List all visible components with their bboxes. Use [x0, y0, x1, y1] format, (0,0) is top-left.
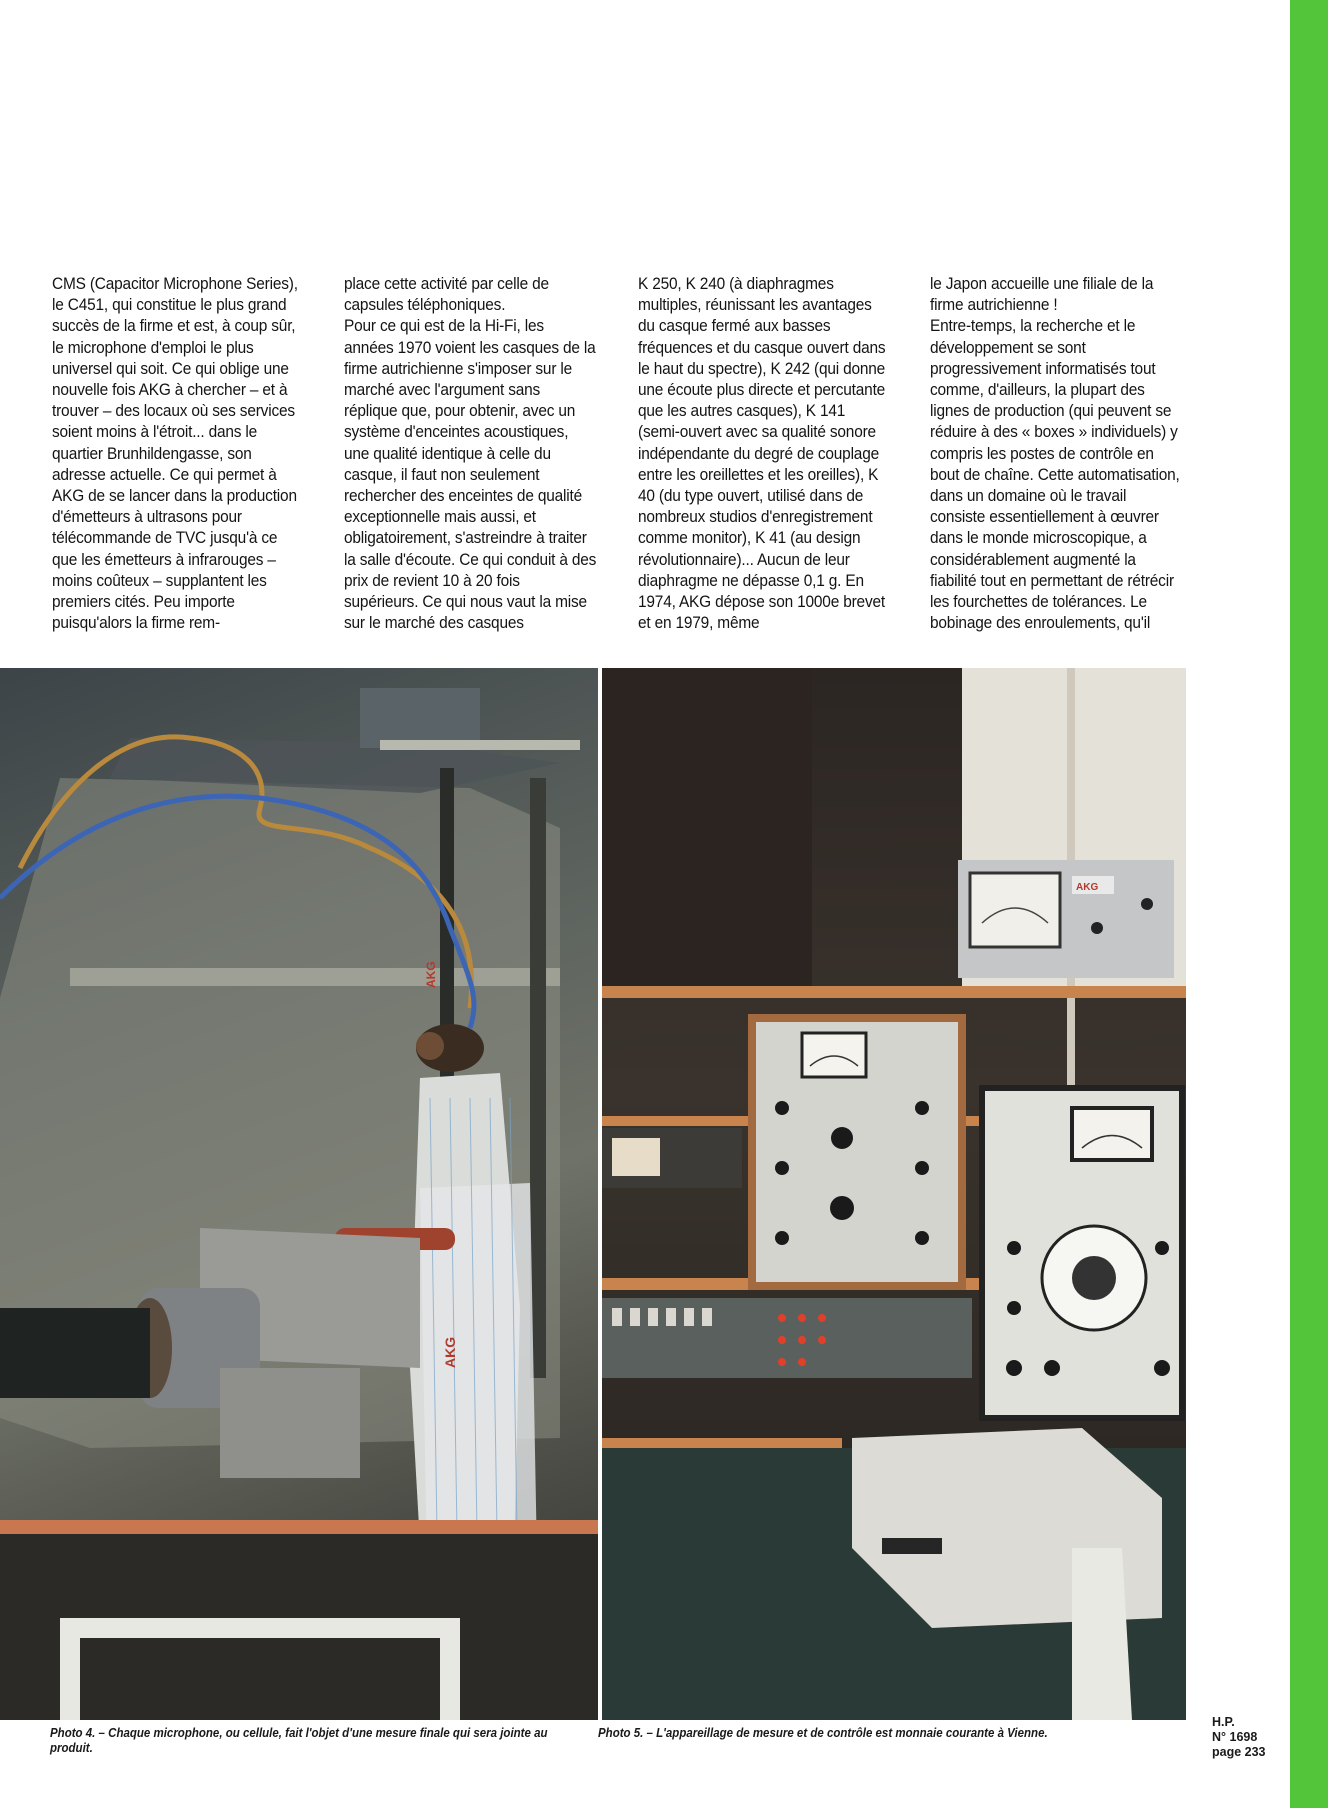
oscilloscope-screen [612, 1138, 660, 1176]
column-4-text: le Japon accueille une filiale de la firme autrichienne ! Entre-temps, la recherche et le développement se sont progressivement informatisés tout comme, d'ailleurs, la plupart des lignes de production (qui peuvent se réduire à des « boxes » individuels) y compris les postes de contrôle en bout de chaîne. Cette automatisation, dans un domaine où le travail consiste essentiellement à œuvrer dans le monde microscopique, a considérablement augmenté la fiabilité tout en permettant de rétrécir les fourchettes de tolérances. Le bobinage des enroulements, qu'il [930, 274, 1180, 633]
recorder-paper-strip [1072, 1548, 1132, 1720]
column-2-text: place cette activité par celle de capsules téléphoniques. Pour ce qui est de la Hi-Fi, les années 1970 voient les casques de la firme autrichienne s'imposer sur le marché avec l'argument sans réplique que, pour obtenir, avec un système d'enceintes acoustiques, une qualité identique à celle du casque, il faut non seulement rechercher des enceintes de qualité exceptionnelle mais aussi, et obligatoirement, s'astreindre à traiter la salle d'écoute. Ce qui conduit à des prix de revient 10 à 20 fois supérieurs. Ce qui nous vaut la mise sur le marché des casques [344, 274, 597, 633]
akg-chart-label-1: AKG [442, 1336, 458, 1368]
photo-5-test-equipment [602, 668, 1186, 1720]
green-margin-strip [1290, 0, 1328, 1808]
photo-5-caption: Photo 5. – L'appareillage de mesure et de contrôle est monnaie courante à Vienne. [598, 1726, 1048, 1740]
top-meter-face [970, 873, 1060, 947]
top-meter-knob-2 [1141, 898, 1153, 910]
photo-5-drawing [602, 668, 1186, 1720]
rail-top [380, 740, 580, 750]
top-meter-brand: AKG [1076, 882, 1099, 893]
text-column-3 [638, 273, 891, 633]
article-body [52, 273, 1188, 653]
folio-issue-number: N° 1698 [1212, 1730, 1258, 1744]
white-panel-opening [80, 1638, 440, 1720]
folio-publication: H.P. [1212, 1715, 1235, 1729]
photo-4-drawing [0, 668, 598, 1720]
text-column-1 [52, 273, 305, 633]
generator-meter-face [1072, 1108, 1152, 1160]
probe-coil [416, 1032, 444, 1060]
shelf-top [602, 986, 1186, 998]
wooden-cabinet [602, 668, 812, 988]
rail-horizontal [70, 968, 560, 986]
black-cylinder [0, 1308, 150, 1398]
column-1-text: CMS (Capacitor Microphone Series), le C451, qui constitue le plus grand succès de la firme et est, à coup sûr, le microphone d'emploi le plus universel qui soit. Ce qui oblige une nouvelle fois AKG à chercher – et à trouver – des locaux où ses services soient moins à l'étroit... dans le quartier Brunhildengasse, son adresse actuelle. Ce qui permet à AKG de se lancer dans la production d'émetteurs à ultrasons pour télécommande de TVC jusqu'à ce que les émetteurs à infrarouges – moins coûteux – supplantent les premiers cités. Peu importe puisqu'alors la firme rem- [52, 274, 298, 633]
recorder-label-plate [882, 1538, 942, 1554]
akg-chart-label-3: AKG [424, 961, 438, 988]
top-meter-knob [1091, 922, 1103, 934]
text-column-4 [930, 273, 1183, 633]
generator-dial-knob [1072, 1256, 1116, 1300]
photo-4-measurement-rig [0, 668, 598, 1720]
text-column-2 [344, 273, 597, 633]
folio-page-number: page 233 [1212, 1745, 1266, 1759]
photo-4-caption: Photo 4. – Chaque microphone, ou cellule, fait l'objet d'une mesure finale qui sera jointe au produit. [50, 1726, 548, 1755]
background-device [360, 688, 480, 748]
column-3-text: K 250, K 240 (à diaphragmes multiples, réunissant les avantages du casque fermé aux basses fréquences et du casque ouvert dans le haut du spectre), K 242 (qui donne une écoute plus directe et percutante que les autres casques), K 141 (semi-ouvert avec sa qualité sonore indépendante du degré de couplage entre les oreillettes et les oreilles), K 40 (du type ouvert, utilisé dans de nombreux studios d'enregistrement comme monitor), K 41 (au design révolutionnaire)... Aucun de leur diaphragme ne dépasse 0,1 g. En 1974, AKG dépose son 1000e brevet et en 1979, même [638, 274, 886, 633]
page-folio [1212, 1715, 1266, 1760]
bench-edge [602, 1438, 842, 1448]
middle-meter-face [802, 1033, 866, 1077]
bench-edge [0, 1520, 598, 1534]
post-far-right [530, 778, 546, 1378]
motor-stand [220, 1368, 360, 1478]
